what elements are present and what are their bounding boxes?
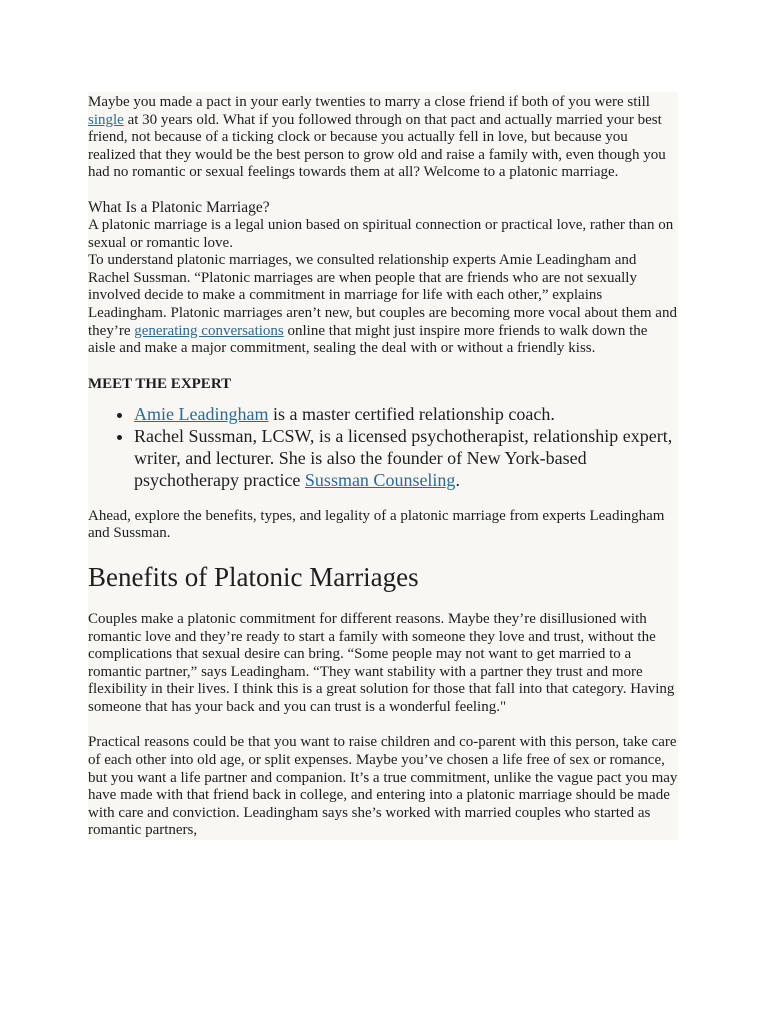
intro-text-start: Maybe you made a pact in your early twenties to marry a close friend if both of you were still xyxy=(88,94,650,110)
experts-paragraph xyxy=(88,252,678,358)
experts-text-end: online that might just inspire more friends to walk down the aisle and make a major commitment, sealing the deal with or without a friendly kiss. xyxy=(88,322,648,357)
ahead-paragraph: Ahead, explore the benefits, types, and legality of a platonic marriage from experts Leadingham and Sussman. xyxy=(88,507,665,542)
single-link[interactable]: single xyxy=(88,111,124,128)
expert-2-bio: Rachel Sussman, LCSW, is a licensed psychotherapist, relationship expert, writer, and lecturer. She is also the founder of New York-based psychotherapy practice xyxy=(134,425,673,490)
what-is-heading: What Is a Platonic Marriage? xyxy=(88,198,270,216)
experts-text-start: To understand platonic marriages, we consulted relationship experts Amie Leadingham and Rachel Sussman. “Platonic marriages are when people that are friends who are not sexually involved decide to make a commitment in marriage for life with each other,” explains Leadingham. Platonic marriages aren’t new, but couples are becoming more vocal about them and they’re xyxy=(88,252,677,339)
list-item xyxy=(134,403,678,425)
meet-expert-heading: MEET THE EXPERT xyxy=(88,375,232,392)
expert-1-bio: is a master certified relationship coach. xyxy=(268,403,555,424)
sussman-counseling-link[interactable]: Sussman Counseling xyxy=(304,469,456,490)
amie-leadingham-link[interactable]: Amie Leadingham xyxy=(134,403,269,424)
expert-list xyxy=(88,403,678,491)
intro-paragraph xyxy=(88,92,678,182)
list-item xyxy=(134,425,678,491)
benefits-paragraph-2: Practical reasons could be that you want to raise children and co-parent with this person, take care of each other into old age, or split expenses. Maybe you’ve chosen a life free of sex or romance, but you want a life partner and companion. It’s a true commitment, unlike the vague pact you may have made with that friend back in college, and entering into a platonic marriage should be made with care and conviction. Leadingham says she’s worked with married couples who started as romantic partners, xyxy=(88,734,678,839)
generating-conversations-link[interactable]: generating conversations xyxy=(134,322,284,339)
benefits-heading: Benefits of Platonic Marriages xyxy=(88,561,419,592)
article-body xyxy=(88,92,678,840)
expert-2-period: . xyxy=(455,469,460,490)
definition-paragraph: A platonic marriage is a legal union based on spiritual connection or practical love, rather than on sexual or romantic love. xyxy=(88,216,674,251)
intro-text-end: at 30 years old. What if you followed through on that pact and actually married your best friend, not because of a ticking clock or because you actually fell in love, but because you realized that they would be the best person to grow old and raise a family with, even though you had no romantic or sexual feelings towards them at all? Welcome to a platonic marriage. xyxy=(88,111,666,181)
benefits-paragraph-1: Couples make a platonic commitment for different reasons. Maybe they’re disillusioned with romantic love and they’re ready to start a family with someone they love and trust, without the complications that sexual desire can bring. “Some people may not want to get married to a romantic partner,” says Leadingham. “They want stability with a partner they trust and more flexibility in their lives. I think this is a great solution for those that fall into that category. Having someone that has your back and you can trust is a wonderful feeling." xyxy=(88,610,675,715)
